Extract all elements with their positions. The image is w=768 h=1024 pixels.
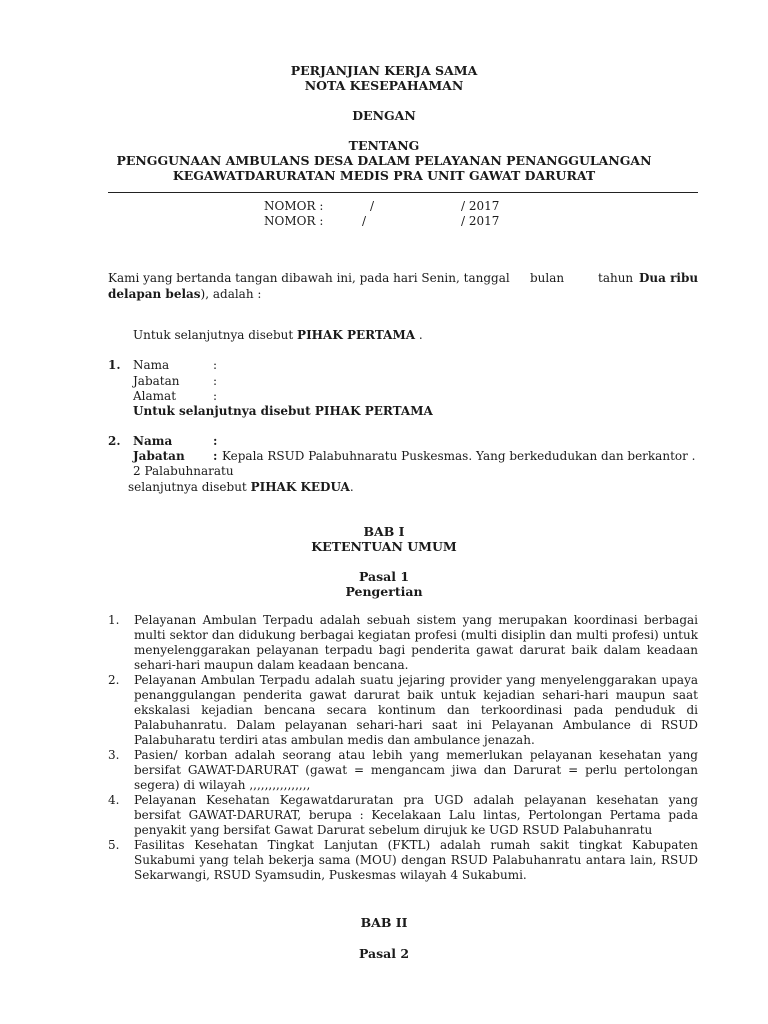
list-item: [108, 673, 698, 748]
pasal2-title: Pasal 2: [358, 946, 410, 961]
bab2-title: BAB II: [360, 915, 408, 930]
list-item-number: 1.: [108, 613, 120, 627]
list-item-text: Pelayanan Ambulan Terpadu adalah sebuah sistem yang merupakan koordinasi berbagai multi sektor dan didukung berbagai kegiatan profesi (multi disiplin dan multi profesi) untuk menyelenggarakan pelayanan terpadu bagi penderita gawat darurat baik dalam keadaan sehari-hari maupun dalam keadaan bencana.: [134, 613, 698, 672]
party2-closing-bold: PIHAK KEDUA: [250, 480, 350, 494]
intro-year-bold-b: delapan belas: [108, 287, 201, 301]
party1-alamat-colon: :: [213, 389, 218, 403]
party2-jabatan-colon: :: [213, 449, 218, 463]
doc-title-line6: KEGAWATDARURATAN MEDIS PRA UNIT GAWAT DARURAT: [172, 168, 596, 183]
nomor-year-1: / 2017: [461, 199, 500, 213]
list-item: [108, 838, 698, 883]
nomor-label-2: NOMOR :: [264, 214, 324, 228]
party1-closing: Untuk selanjutnya disebut PIHAK PERTAMA: [133, 404, 433, 418]
party2-closing: [128, 480, 354, 495]
list-item: [108, 613, 698, 673]
doc-title-line1: PERJANJIAN KERJA SAMA: [290, 63, 478, 78]
doc-title-line3: DENGAN: [352, 108, 416, 123]
intro-bulan: bulan: [530, 271, 565, 285]
party2-number: 2.: [108, 434, 121, 448]
list-item-number: 5.: [108, 838, 120, 852]
party2-address: 2 Palabuhnaratu: [133, 464, 234, 478]
pasal1-subtitle: Pengertian: [345, 584, 423, 599]
pihak-pertama-line: [133, 328, 423, 343]
nomor-label-1: NOMOR :: [264, 199, 324, 213]
party1-nama-colon: :: [213, 358, 218, 372]
list-item: [108, 748, 698, 793]
party1-number: 1.: [108, 358, 121, 372]
nomor-year-2: / 2017: [461, 214, 500, 228]
party2-closing-end: .: [349, 480, 354, 494]
nomor-slash-2: /: [362, 214, 367, 228]
party2-nama-colon: :: [213, 434, 218, 448]
list-item: [108, 793, 698, 838]
pasal1-title: Pasal 1: [358, 569, 410, 584]
definitions-list: [108, 613, 698, 883]
doc-title-line4: TENTANG: [348, 138, 420, 153]
list-item-text: Pelayanan Ambulan Terpadu adalah suatu jejaring provider yang menyelenggarakan upaya penanggulangan penderita gawat darurat baik untuk kejadian sehari-hari maupun saat ekskalasi kejadian bencana secara kontinum dan terkoordinasi pada penduduk di Palabuhanratu. Dalam pelayanan sehari-hari saat ini Pelayanan Ambulance di RSUD Palabuharatu terdiri atas ambulan medis dan ambulance jenazah.: [134, 673, 698, 747]
bab1-subtitle: KETENTUAN UMUM: [311, 539, 457, 554]
bab1-title: BAB I: [363, 524, 405, 539]
intro-ending: ), adalah :: [200, 287, 262, 301]
list-item-text: Pelayanan Kesehatan Kegawatdaruratan pra UGD adalah pelayanan kesehatan yang bersifat GAWAT-DARURAT, berupa : Kecelakaan Lalu lintas, Pertolongan Pertama pada penyakit yang bersifat Gawat Darurat sebelum dirujuk ke UGD RSUD Palabuhanratu: [134, 793, 698, 837]
intro-tahun: tahun: [598, 271, 634, 285]
party1-jabatan-colon: :: [213, 374, 218, 388]
party2-nama-label: Nama: [133, 434, 173, 448]
party2-jabatan-value: Kepala RSUD Palabuhnaratu Puskesmas. Yang berkedudukan dan berkantor .: [222, 449, 696, 463]
pihak-pertama-text: Untuk selanjutnya disebut: [133, 328, 294, 342]
intro-line2: [108, 287, 261, 302]
intro-year-bold-a: Dua ribu: [639, 271, 699, 285]
intro-text: Kami yang bertanda tangan dibawah ini, pada hari Senin, tanggal: [108, 271, 510, 285]
pihak-pertama-bold: PIHAK PERTAMA: [297, 328, 416, 342]
list-item-number: 3.: [108, 748, 120, 762]
list-item-text: Fasilitas Kesehatan Tingkat Lanjutan (FKTL) adalah rumah sakit tingkat Kabupaten Sukabumi yang telah bekerja sama (MOU) dengan RSUD Palabuhanratu antara lain, RSUD Sekarwangi, RSUD Syamsudin, Puskesmas wilayah 4 Sukabumi.: [134, 838, 698, 882]
list-item-number: 4.: [108, 793, 120, 807]
party2-jabatan-label: Jabatan: [133, 449, 185, 463]
doc-title-line5: PENGGUNAAN AMBULANS DESA DALAM PELAYANAN PENANGGULANGAN: [116, 153, 652, 168]
party1-jabatan-label: Jabatan: [133, 374, 180, 388]
list-item-number: 2.: [108, 673, 120, 687]
party2-closing-text: selanjutnya disebut: [128, 480, 247, 494]
nomor-slash-1: /: [370, 199, 375, 213]
list-item-text: Pasien/ korban adalah seorang atau lebih yang memerlukan pelayanan kesehatan yang bersifat GAWAT-DARURAT (gawat = mengancam jiwa dan Darurat = perlu pertolongan segera) di wilayah ,,,,,,,,,,,,,,,,: [134, 748, 698, 792]
party1-alamat-label: Alamat: [133, 389, 177, 403]
pihak-pertama-end: .: [418, 328, 423, 342]
header-divider: [108, 192, 698, 193]
party1-nama-label: Nama: [133, 358, 170, 372]
doc-title-line2: NOTA KESEPAHAMAN: [304, 78, 464, 93]
